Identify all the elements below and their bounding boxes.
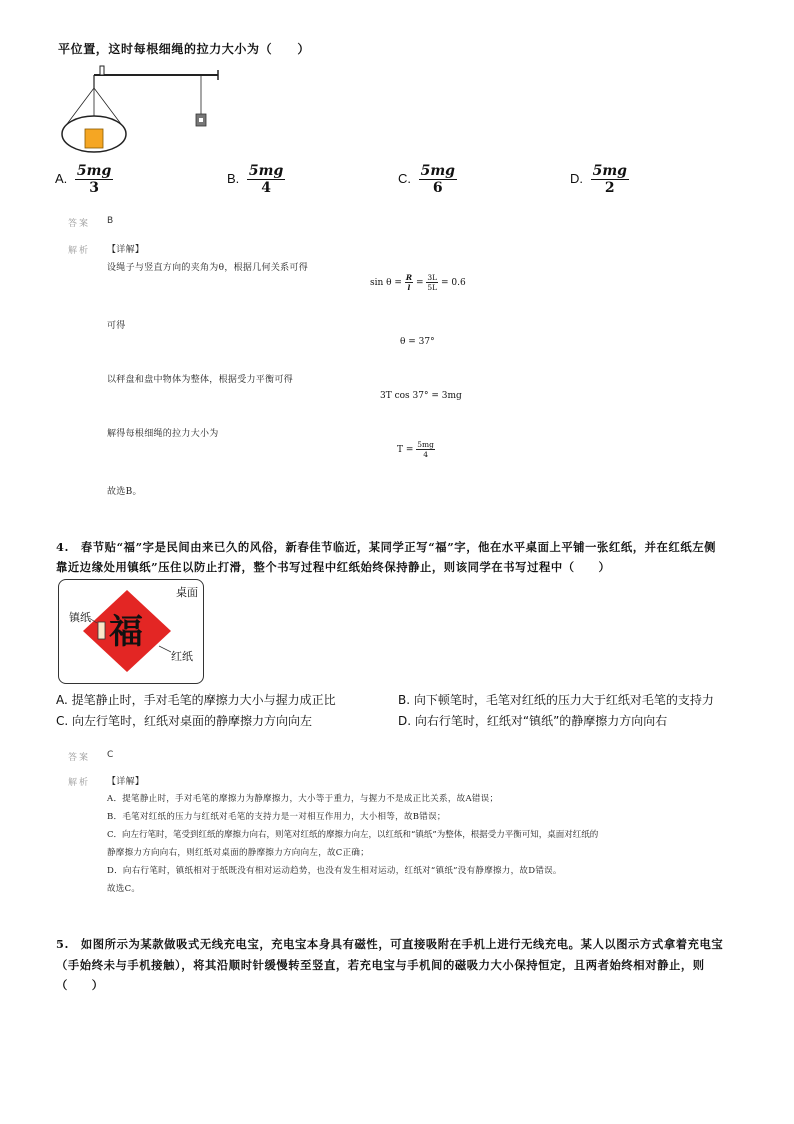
q3-conclusion: 故选B。 [107,487,142,497]
q3-option-c[interactable]: C. $\frac{5mg}{6}$ [398,163,455,196]
weight-label: 镇纸 [69,611,91,624]
q4-stem-line1: 4. 春节贴“福”字是民间由来已久的风俗，新春佳节临近，某同学正写“福”字，他在水平桌面上平铺一张红纸，并在红纸左侧 [56,540,717,554]
scale-diagram [56,62,226,162]
q4-analysis-label: 解析 [68,778,91,788]
paper-label: 红纸 [171,650,193,663]
q4-line-a: A．提笔静止时，手对毛笔的摩擦力为静摩擦力，大小等于重力，与握力不是成正比关系，故A错误； [107,794,499,804]
q4-answer-label: 答案 [68,753,91,763]
q3-step4: 解得每根细绳的拉力大小为 [107,429,219,439]
q3-analysis-label: 解析 [68,246,91,256]
q5-stem-line1: 5. 如图所示为某款做吸式无线充电宝，充电宝本身具有磁性，可直接吸附在手机上进行无线充电。某人以图示方式拿着充电宝 [56,937,724,951]
q3-option-a[interactable]: A. $\frac{5mg}{3}$ [55,163,112,196]
q3-option-d[interactable]: D. $\frac{5mg}{2}$ [570,163,627,196]
q3-stem-tail: 平位置，这时每根细绳的拉力大小为（ ） [58,42,311,56]
q4-option-d[interactable]: D. 向右行笔时，红纸对“镇纸”的静摩擦力方向向右 [398,714,668,728]
q4-option-a[interactable]: A. 提笔静止时，手对毛笔的摩擦力大小与握力成正比 [56,693,336,707]
fu-character: 福 [109,612,143,652]
q3-step3: 以秤盘和盘中物体为整体，根据受力平衡可得 [107,375,294,385]
q3-eq3: 3T cos 37° = 3mg [380,391,462,401]
q3-option-b[interactable]: B. $\frac{5mg}{4}$ [227,163,284,196]
q4-stem-line2: 靠近边缘处用镇纸”压住以防止打滑，整个书写过程中红纸始终保持静止，则该同学在书写过程中（ ） [56,560,611,574]
q4-detail-header: 【详解】 [107,777,145,787]
q4-conclusion: 故选C。 [107,884,141,894]
q4-figure [58,579,204,684]
q4-option-b[interactable]: B. 向下顿笔时，毛笔对红纸的压力大于红纸对毛笔的支持力 [398,693,714,707]
q3-eq2: θ = 37° [400,337,435,347]
desk-label: 桌面 [176,586,198,599]
q3-eq4: T = $\frac{5mg}{4}$ [397,440,434,459]
q4-option-c[interactable]: C. 向左行笔时，红纸对桌面的静摩擦力方向向左 [56,714,313,728]
q5-stem-line2: （手始终未与手机接触），将其沿顺时针缓慢转至竖直，若充电宝与手机间的磁吸力大小保持恒定，且两者始终相对静止，则 [56,958,705,972]
q4-line-c1: C．向左行笔时，笔受到红纸的摩擦力向右，则笔对红纸的摩擦力向左，以红纸和“镇纸”为整体，根据受力平衡可知，桌面对红纸的 [107,830,599,840]
q4-line-b: B．毛笔对红纸的压力与红纸对毛笔的支持力是一对相互作用力，大小相等，故B错误； [107,812,446,822]
q4-line-d: D．向右行笔时，镇纸相对于纸既没有相对运动趋势，也没有发生相对运动，红纸对“镇纸”没有静摩擦力，故D错误。 [107,866,562,876]
q3-step1: 设绳子与竖直方向的夹角为θ，根据几何关系可得 [107,263,309,273]
q4-answer: C [107,750,114,760]
q3-answer-label: 答案 [68,219,91,229]
q3-step2: 可得 [107,321,126,331]
q5-stem-line3: （ ） [56,978,104,992]
q3-detail-header: 【详解】 [107,245,145,255]
q4-line-c2: 静摩擦力方向向右，则红纸对桌面的静摩擦力方向向左，故C正确； [107,848,370,858]
q3-eq1: sin θ = $\frac{R}{l}$ = $\frac{3L}{5L}$ = 0.6 [370,273,466,292]
q3-answer: B [107,216,114,226]
